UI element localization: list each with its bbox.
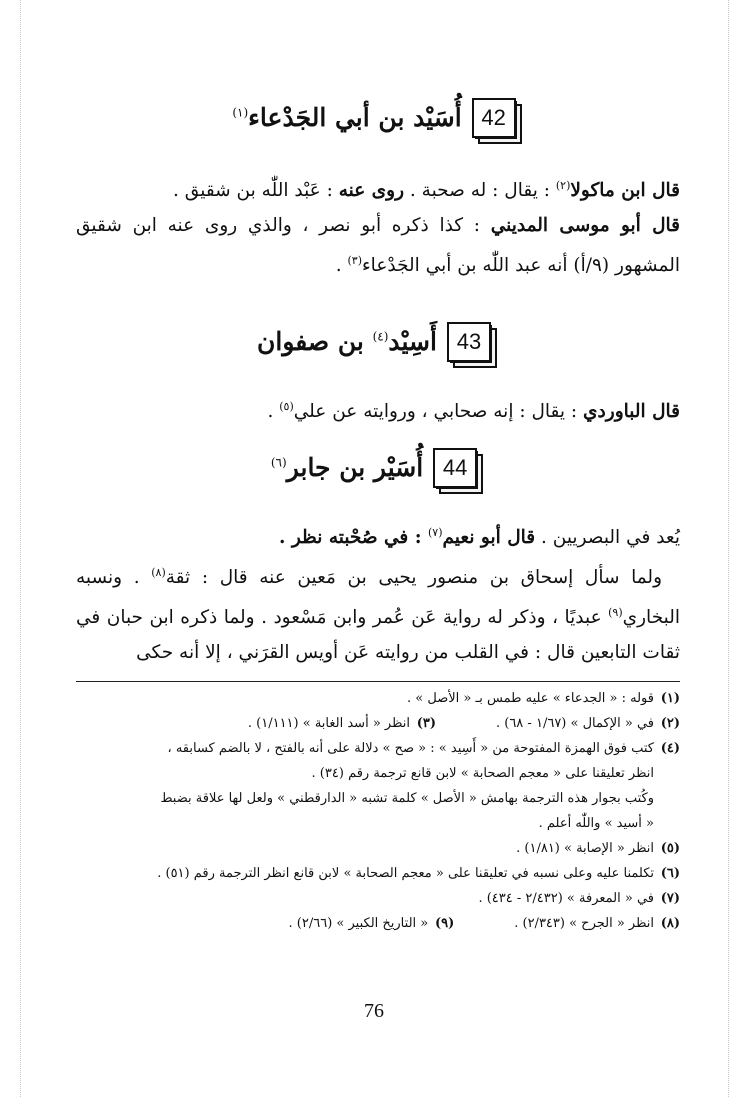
entry-number-box: [433, 448, 477, 486]
entry-42-text: قال ابن ماكولا$^{(٢)}$ : يقال : له صحبة . روى عنه : عَبْد اللّٰه بن شقيق . قال أبو موسى المديني : كذا ذكره أبو نصر ، والذي روى عنه ابن شقيق المشهور (٩/أ) أنه عبد اللّٰه بن أبي الجَدْعاء$^{(٣)}$ .: [76, 179, 680, 277]
entry-44-text: يُعد في البصريين . قال أبو نعيم$^{(٧)}$ : في صُحْبته نظر . ولما سأل إسحاق بن منصور يحيى بن مَعين عنه قال : ثقة$^{(٨)}$ . ونسبه البخاري$^{(٩)}$ عبديًا ، وذكر له رواية عَن عُمر وابن مَسْعود . ولما ذكره ابن حبان في ثقات التابعين قال : في القلب من روايته عَن أويس القرَني ، إلا أنه حكى: [76, 526, 680, 664]
footnote-1: (١) قوله : « الجدعاء » عليه طمس بـ « الأصل » .: [407, 691, 680, 706]
entry-heading-42: [0, 98, 748, 136]
footnote-2: (٢) في « الإكمال » (١/٦٧ - ٦٨) . (٣) انظر « أسد الغابة » (١/١١١) .: [247, 716, 680, 731]
speaker: قال أبو موسى المديني: [490, 215, 680, 237]
footnote-8: (٨) انظر « الجرح » (٢/٣٤٣) . (٩) « التاريخ الكبير » (٢/٦٦) .: [288, 916, 680, 931]
entry-number-box: [472, 98, 516, 136]
entry-title: أُسَيْد بن أبي الجَدْعاء$^{(١)}$: [232, 102, 462, 132]
footnote-4: (٤) كتب فوق الهمزة المفتوحة من « أَسِيد » : « صح » دلالة على أنه بالفتح ، لا بالضم كسابقه ،: [167, 741, 680, 756]
footnote-4-cont: وكُتب بجوار هذه الترجمة بهامش « الأصل » كلمة تشبه « الدارقطني » ولعل لها علاقة بضبط: [160, 791, 654, 806]
speaker: قال ابن ماكولا: [570, 180, 680, 202]
footnotes: [76, 686, 680, 936]
entry-title: أَسِيْد$^{(٤)}$ بن صفوان: [257, 326, 437, 356]
margin-dotted-line: [728, 0, 729, 1097]
entry-number: 43: [447, 322, 491, 362]
entry-43-text: قال الباوردي : يقال : إنه صحابي ، وروايته عن علي$^{(٥)}$ .: [267, 400, 680, 423]
entry-heading-44: [0, 448, 748, 486]
footnote-5: (٥) انظر « الإصابة » (١/٨١) .: [516, 841, 680, 856]
entry-title: أُسَيْر بن جابر$^{(٦)}$: [270, 452, 424, 482]
footnote-separator: [76, 681, 680, 682]
footnote-7: (٧) في « المعرفة » (٢/٤٣٢ - ٤٣٤) .: [478, 891, 680, 906]
footnote-4-cont: « أسيد » واللّٰه أعلم .: [538, 816, 654, 831]
entry-number: 44: [433, 448, 477, 488]
footnote-4-cont: انظر تعليقنا على « معجم الصحابة » لابن قانع ترجمة رقم (٣٤) .: [311, 766, 654, 781]
speaker: قال الباوردي: [583, 401, 680, 423]
page-number: 76: [364, 1000, 384, 1022]
speaker: قال أبو نعيم: [442, 527, 536, 549]
margin-dotted-line: [20, 0, 21, 1097]
entry-number-box: [447, 322, 491, 360]
entry-heading-43: [0, 322, 748, 360]
footnote-6: (٦) تكلمنا عليه وعلى نسبه في تعليقنا على « معجم الصحابة » لابن قانع انظر الترجمة رقم (٥١) .: [157, 866, 680, 881]
entry-number: 42: [472, 98, 516, 138]
